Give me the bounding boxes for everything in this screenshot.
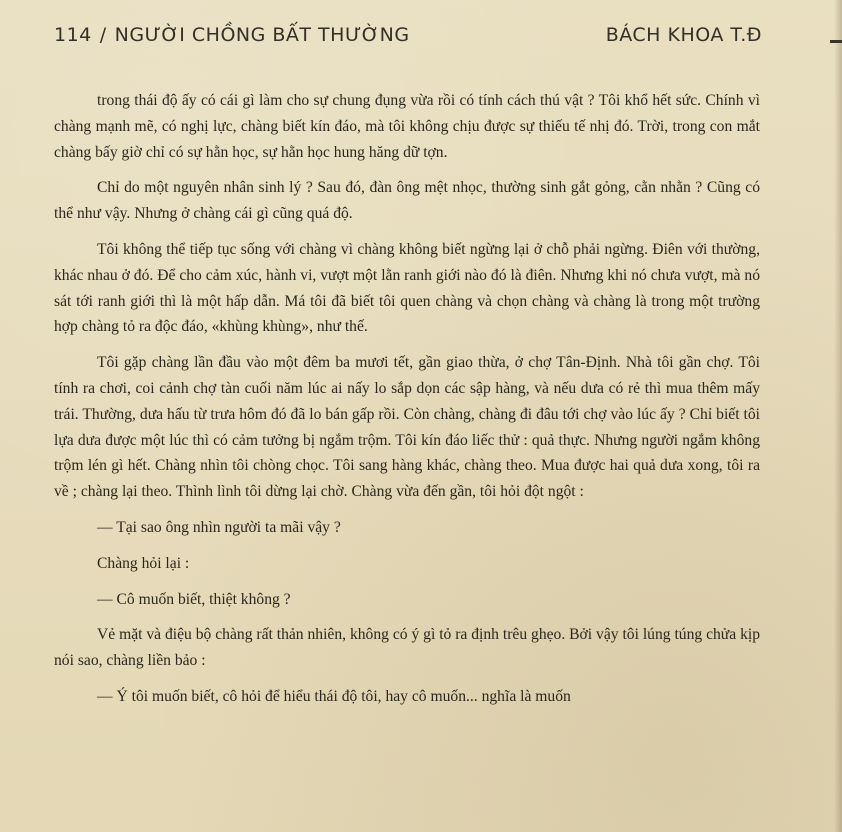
paragraph-demeanor: Vẻ mặt và điệu bộ chàng rất thản nhiên, không có ý gì tỏ ra định trêu ghẹo. Bởi vậy tôi lúng túng chửa kịp nói sao, chàng liền bảo : [54, 626, 760, 670]
header-separator: / [99, 24, 107, 46]
dialogue-line-2: Chàng hỏi lại : [97, 554, 190, 572]
margin-mark [830, 40, 842, 43]
paragraph-first-meeting: Tôi gặp chàng lần đầu vào một đêm ba mươi tết, gần giao thừa, ở chợ Tân-Định. Nhà tôi gần chợ. Tôi tính ra chơi, coi cảnh chợ tàn cuối năm lúc ai nấy lo sắp dọn các sập hàng, và nếu dưa có rẻ thì mua thêm mấy trái. Thường, dưa hấu từ trưa hôm đó đã lo bán gấp rồi. Còn chàng, chàng đi đâu tới chợ vào lúc ấy ? Chỉ biết tôi lựa dưa được một lúc thì có cảm tưởng bị ngắm trộm. Tôi kín đáo liếc thử : quả thực. Nhưng người ngắm không trộm lén gì hết. Chàng nhìn tôi chòng chọc. Tôi sang hàng khác, chàng theo. Mua được hai quả dưa xong, tôi ra về ; chàng lại theo. Thình lình tôi dừng lại chờ. Chàng vừa đến gần, tôi hỏi đột ngột : [54, 354, 760, 501]
paragraph-cannot-continue: Tôi không thể tiếp tục sống với chàng vì chàng không biết ngừng lại ở chỗ phải ngừng. Điên với thường, khác nhau ở đó. Để cho cảm xúc, hành vi, vượt một lằn ranh giới nào đó là điên. Nhưng khi nó chưa vượt, mà nó sát tới ranh giới thì là một hấp dẫn. Má tôi đã biết tôi quen chàng và chọn chàng và chàng là trong một trường hợp chàng tỏ ra độc đáo, «khùng khùng», như thế. [54, 240, 760, 336]
dialogue-line-4: — Ý tôi muốn biết, cô hỏi để hiểu thái độ tôi, hay cô muốn... nghĩa là muốn [97, 687, 571, 705]
running-header [54, 24, 762, 46]
dialogue-line-3: — Cô muốn biết, thiệt không ? [97, 590, 291, 608]
paragraph-continuation: trong thái độ ấy có cái gì làm cho sự chung đụng vừa rồi có tính cách thú vật ? Tôi khổ hết sức. Chính vì chàng mạnh mẽ, có nghị lực, chàng biết kín đáo, mà tôi không chịu được sự thiếu tế nhị đó. Trời, trong con mắt chàng bấy giờ chỉ có sự hằn học, sự hằn học hung hăng dữ tợn. [54, 92, 760, 161]
story-title: NGƯỜI CHỒNG BẤT THƯỜNG [114, 24, 410, 46]
page-edge-shadow [834, 0, 842, 832]
header-left [54, 24, 410, 46]
dialogue-line-1: — Tại sao ông nhìn người ta mãi vậy ? [97, 518, 341, 536]
body-text [54, 88, 760, 720]
publication-name: BÁCH KHOA T.Đ [605, 24, 762, 46]
page-number: 114 [54, 24, 92, 46]
paragraph-physiological-cause: Chỉ do một nguyên nhân sinh lý ? Sau đó, đàn ông mệt nhọc, thường sinh gắt gỏng, cằn nhằn ? Cũng có thể như vậy. Nhưng ở chàng cái gì cũng quá độ. [54, 179, 760, 223]
